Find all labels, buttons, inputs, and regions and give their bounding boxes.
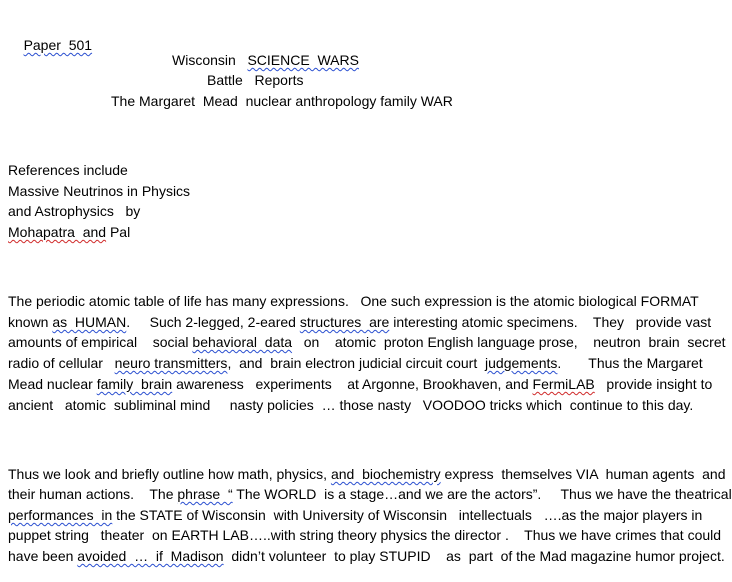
references-author-a: Mohapatra and	[8, 224, 107, 240]
p2l1-c: express themselves VIA human agents and	[440, 466, 726, 482]
title-line-3: The Margaret Mead nuclear anthropology family WAR	[111, 93, 453, 109]
paragraph2-line-5	[8, 546, 725, 567]
title-line-1-a: Wisconsin	[172, 52, 248, 68]
paragraph1-line-5	[8, 374, 712, 395]
paragraph1-line-1: The periodic atomic table of life has many expressions. One such expression is the atomic biological FORMAT	[8, 293, 699, 309]
p1l4-c: , and brain electron judicial circuit court	[227, 355, 486, 371]
p1l4-e: . Thus the Margaret	[557, 355, 703, 371]
title-line-1	[172, 50, 359, 71]
paragraph2-line-4: puppet string theater on EARTH LAB…..with string theory physics the director . Thus we have crimes that could	[8, 527, 722, 543]
title-line-1-b: SCIENCE WARS	[247, 52, 359, 68]
p1l2-e: interesting atomic specimens. They provide vast	[389, 314, 712, 330]
paragraph1-line-2	[8, 312, 711, 333]
p2l2-c: The WORLD is a stage…and we are the actors”. Thus we have the theatrical	[232, 486, 732, 502]
p1l5-e: provide insight to	[594, 376, 713, 392]
p1l5-a: Mead nuclear	[8, 376, 97, 392]
paragraph1-line-3	[8, 332, 726, 353]
p2l3-a: performances in	[8, 507, 113, 523]
p1l3-c: on atomic proton English language prose, neutron brain secret	[292, 334, 726, 350]
p2l1-a: Thus we look and briefly outline how math, physics,	[8, 466, 331, 482]
p1l5-c: awareness experiments at Argonne, Brookhaven, and	[172, 376, 533, 392]
p2l2-a: their human actions. The	[8, 486, 178, 502]
paragraph2-line-2	[8, 484, 732, 505]
p1l3-b: behavioral data	[192, 334, 293, 350]
p1l4-b: neuro transmitters	[114, 355, 228, 371]
paper-label	[8, 14, 93, 53]
p1l5-d: FermiLAB	[532, 376, 595, 392]
p1l4-a: radio of cellular	[8, 355, 115, 371]
p1l2-b: as HUMAN	[52, 314, 127, 330]
references-line-2: Massive Neutrinos in Physics	[8, 183, 191, 199]
p2l2-b: phrase “	[177, 486, 233, 502]
p2l5-a: have been	[8, 548, 78, 564]
p2l1-b: and biochemistry	[330, 466, 441, 482]
p1l2-a: known	[8, 314, 53, 330]
references-author-b: Pal	[106, 224, 131, 240]
p1l2-d: structures are	[299, 314, 390, 330]
p1l4-d: judgements	[485, 355, 558, 371]
p1l3-a: amounts of empirical social	[8, 334, 193, 350]
paper-label-text: Paper 501	[23, 37, 93, 53]
p1l5-b: family brain	[96, 376, 173, 392]
paragraph2-line-1	[8, 464, 725, 485]
references-line-1: References include	[8, 162, 128, 178]
paragraph1-line-6: ancient atomic subliminal mind nasty policies … those nasty VOODOO tricks which continue to this day.	[8, 397, 694, 413]
p2l5-c: didn’t volunteer to play STUPID as part of the Mad magazine humor project.	[223, 548, 725, 564]
title-line-2: Battle Reports	[207, 72, 304, 88]
p2l3-b: the STATE of Wisconsin with University of Wisconsin intellectuals ….as the major players in	[112, 507, 703, 523]
references-line-3: and Astrophysics by	[8, 203, 141, 219]
references-line-4	[8, 222, 130, 243]
p1l2-c: . Such 2-legged, 2-eared	[126, 314, 300, 330]
paragraph1-line-4	[8, 353, 703, 374]
paragraph2-line-3	[8, 505, 702, 526]
p2l5-b: avoided … if Madison	[77, 548, 224, 564]
